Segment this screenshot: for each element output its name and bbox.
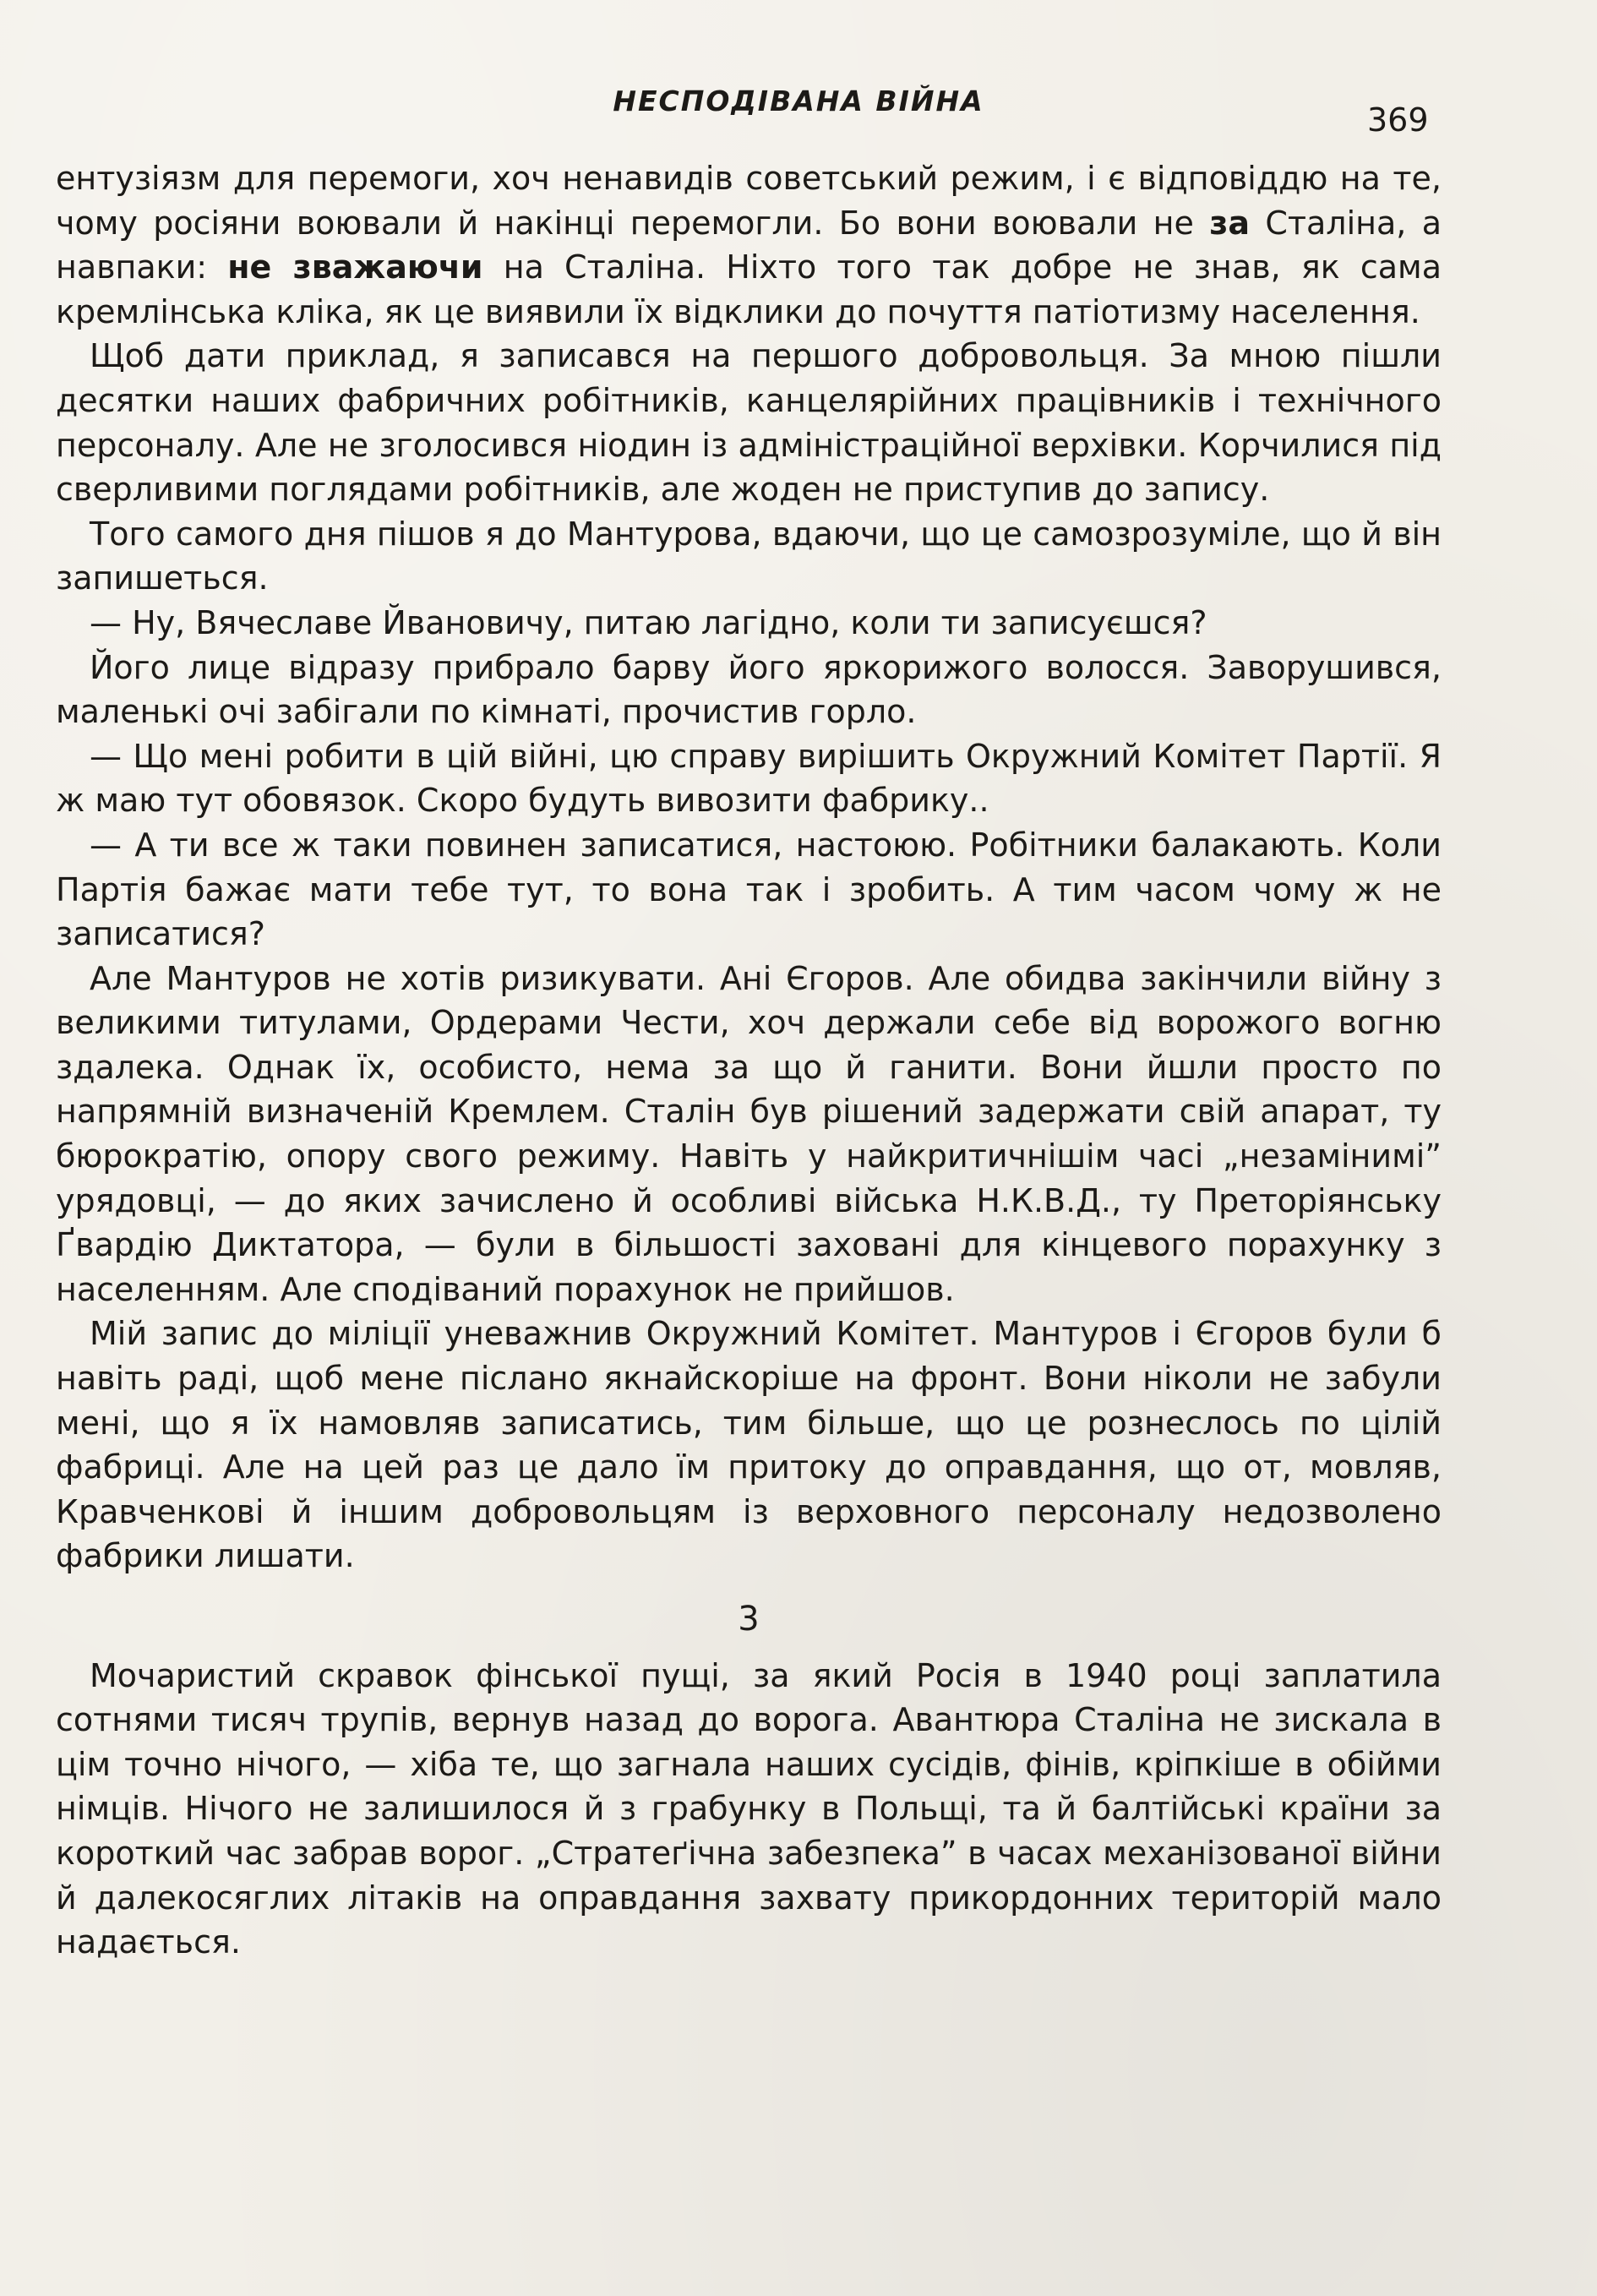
section-number: 3: [738, 1600, 760, 1639]
paragraph-1-text-after: на Сталіна. Ніхто того так добре не знав, як сама кремлінська кліка, як це виявили їх відклики до почуття патіотизму населення.: [56, 248, 1442, 330]
paragraph-8: Але Мантуров не хотів ризикувати. Ані Єгоров. Але обидва закінчили війну з великими титулами, Ордерами Чести, хоч держали себе від ворожого вогню здалека. Однак їх, особисто, нема за що й ганити. Вони йшли просто по напрямній визначеній Кремлем. Сталін був рішений задержати свій апарат, ту бюрократію, опору свого режиму. Навіть у найкритичнішім часі „незамінимі” урядовці, — до яких зачислено й особливі війська Н.К.В.Д., ту Преторіянську Ґвардію Диктатора, — були в більшості заховані для кінцевого порахунку з населенням. Але сподіваний порахунок не прийшов.: [56, 959, 1442, 1308]
paragraph-4: — Ну, Вячеславе Йвановичу, питаю лагідно, коли ти записуєшся?: [90, 603, 1207, 641]
body-text: [56, 156, 1442, 1965]
section-paragraph: Мочаристий скравок фінської пущі, за який Росія в 1940 році заплатила сотнями тисяч трупів, вернув назад до ворога. Авантюра Сталіна не зискала в цім точно нічого, — хіба те, що загнала наших сусідів, фінів, кріпкіше в обійми німців. Нічого не залишилося й з грабунку в Польщі, та й балтійські країни за короткий час забрав ворог. „Стратеґічна забезпека” в часах механізованої війни й далекосяглих літаків на оправдання захвату прикордонних територій мало надається.: [56, 1656, 1442, 1961]
paragraph-1: [56, 156, 1442, 334]
paragraph-1-text-middle: Сталіна, а навпаки:: [56, 204, 1442, 286]
paragraph-3: Того самого дня пішов я до Мантурова, вдаючи, що це самозрозуміле, що й він запишеться.: [56, 515, 1442, 597]
paragraph-6: — Що мені робити в цій війні, цю справу вирішить Окружний Комітет Партії. Я ж маю тут обовязок. Скоро будуть вивозити фабрику..: [56, 737, 1442, 820]
paragraph-1-bold-ne-zvazhaiuchy: не зважаючи: [227, 248, 483, 286]
page-number: 369: [1367, 101, 1429, 139]
running-title: НЕСПОДІВАНА ВІЙНА: [613, 85, 984, 117]
paragraph-1-bold-za: за: [1209, 204, 1250, 242]
paragraph-1-text-before: ентузіязм для перемоги, хоч ненавидів советський режим, і є відповіддю на те, чому росіяни воювали й накінці перемогли. Бо вони воювали не: [56, 160, 1442, 242]
paragraph-5: Його лице відразу прибрало барву його яркорижого волосся. Заворушився, маленькі очі забігали по кімнаті, прочистив горло.: [56, 648, 1442, 731]
paragraph-7: — А ти все ж таки повинен записатися, настоюю. Робітники балакають. Коли Партія бажає мати тебе тут, то вона так і зробить. А тим часом чому ж не записатися?: [56, 826, 1442, 953]
paragraph-2: Щоб дати приклад, я записався на першого добровольця. За мною пішли десятки наших фабричних робітників, канцелярійних працівників і технічного персоналу. Але не зголосився ніодин із адміністраційної верхівки. Корчилися під сверливими поглядами робітників, але жоден не приступив до запису.: [56, 337, 1442, 509]
paragraph-9: Мій запис до міліції уневажнив Окружний Комітет. Мантуров і Єгоров були б навіть раді, щоб мене післано якнайскоріше на фронт. Вони ніколи не забули мені, що я їх намовляв записатись, тим більше, що це рознеслось по цілій фабриці. Але на цей раз це дало їм притоку до оправдання, що от, мовляв, Кравченкові й іншим добровольцям із верховного персоналу недозволено фабрики лишати.: [56, 1315, 1442, 1575]
